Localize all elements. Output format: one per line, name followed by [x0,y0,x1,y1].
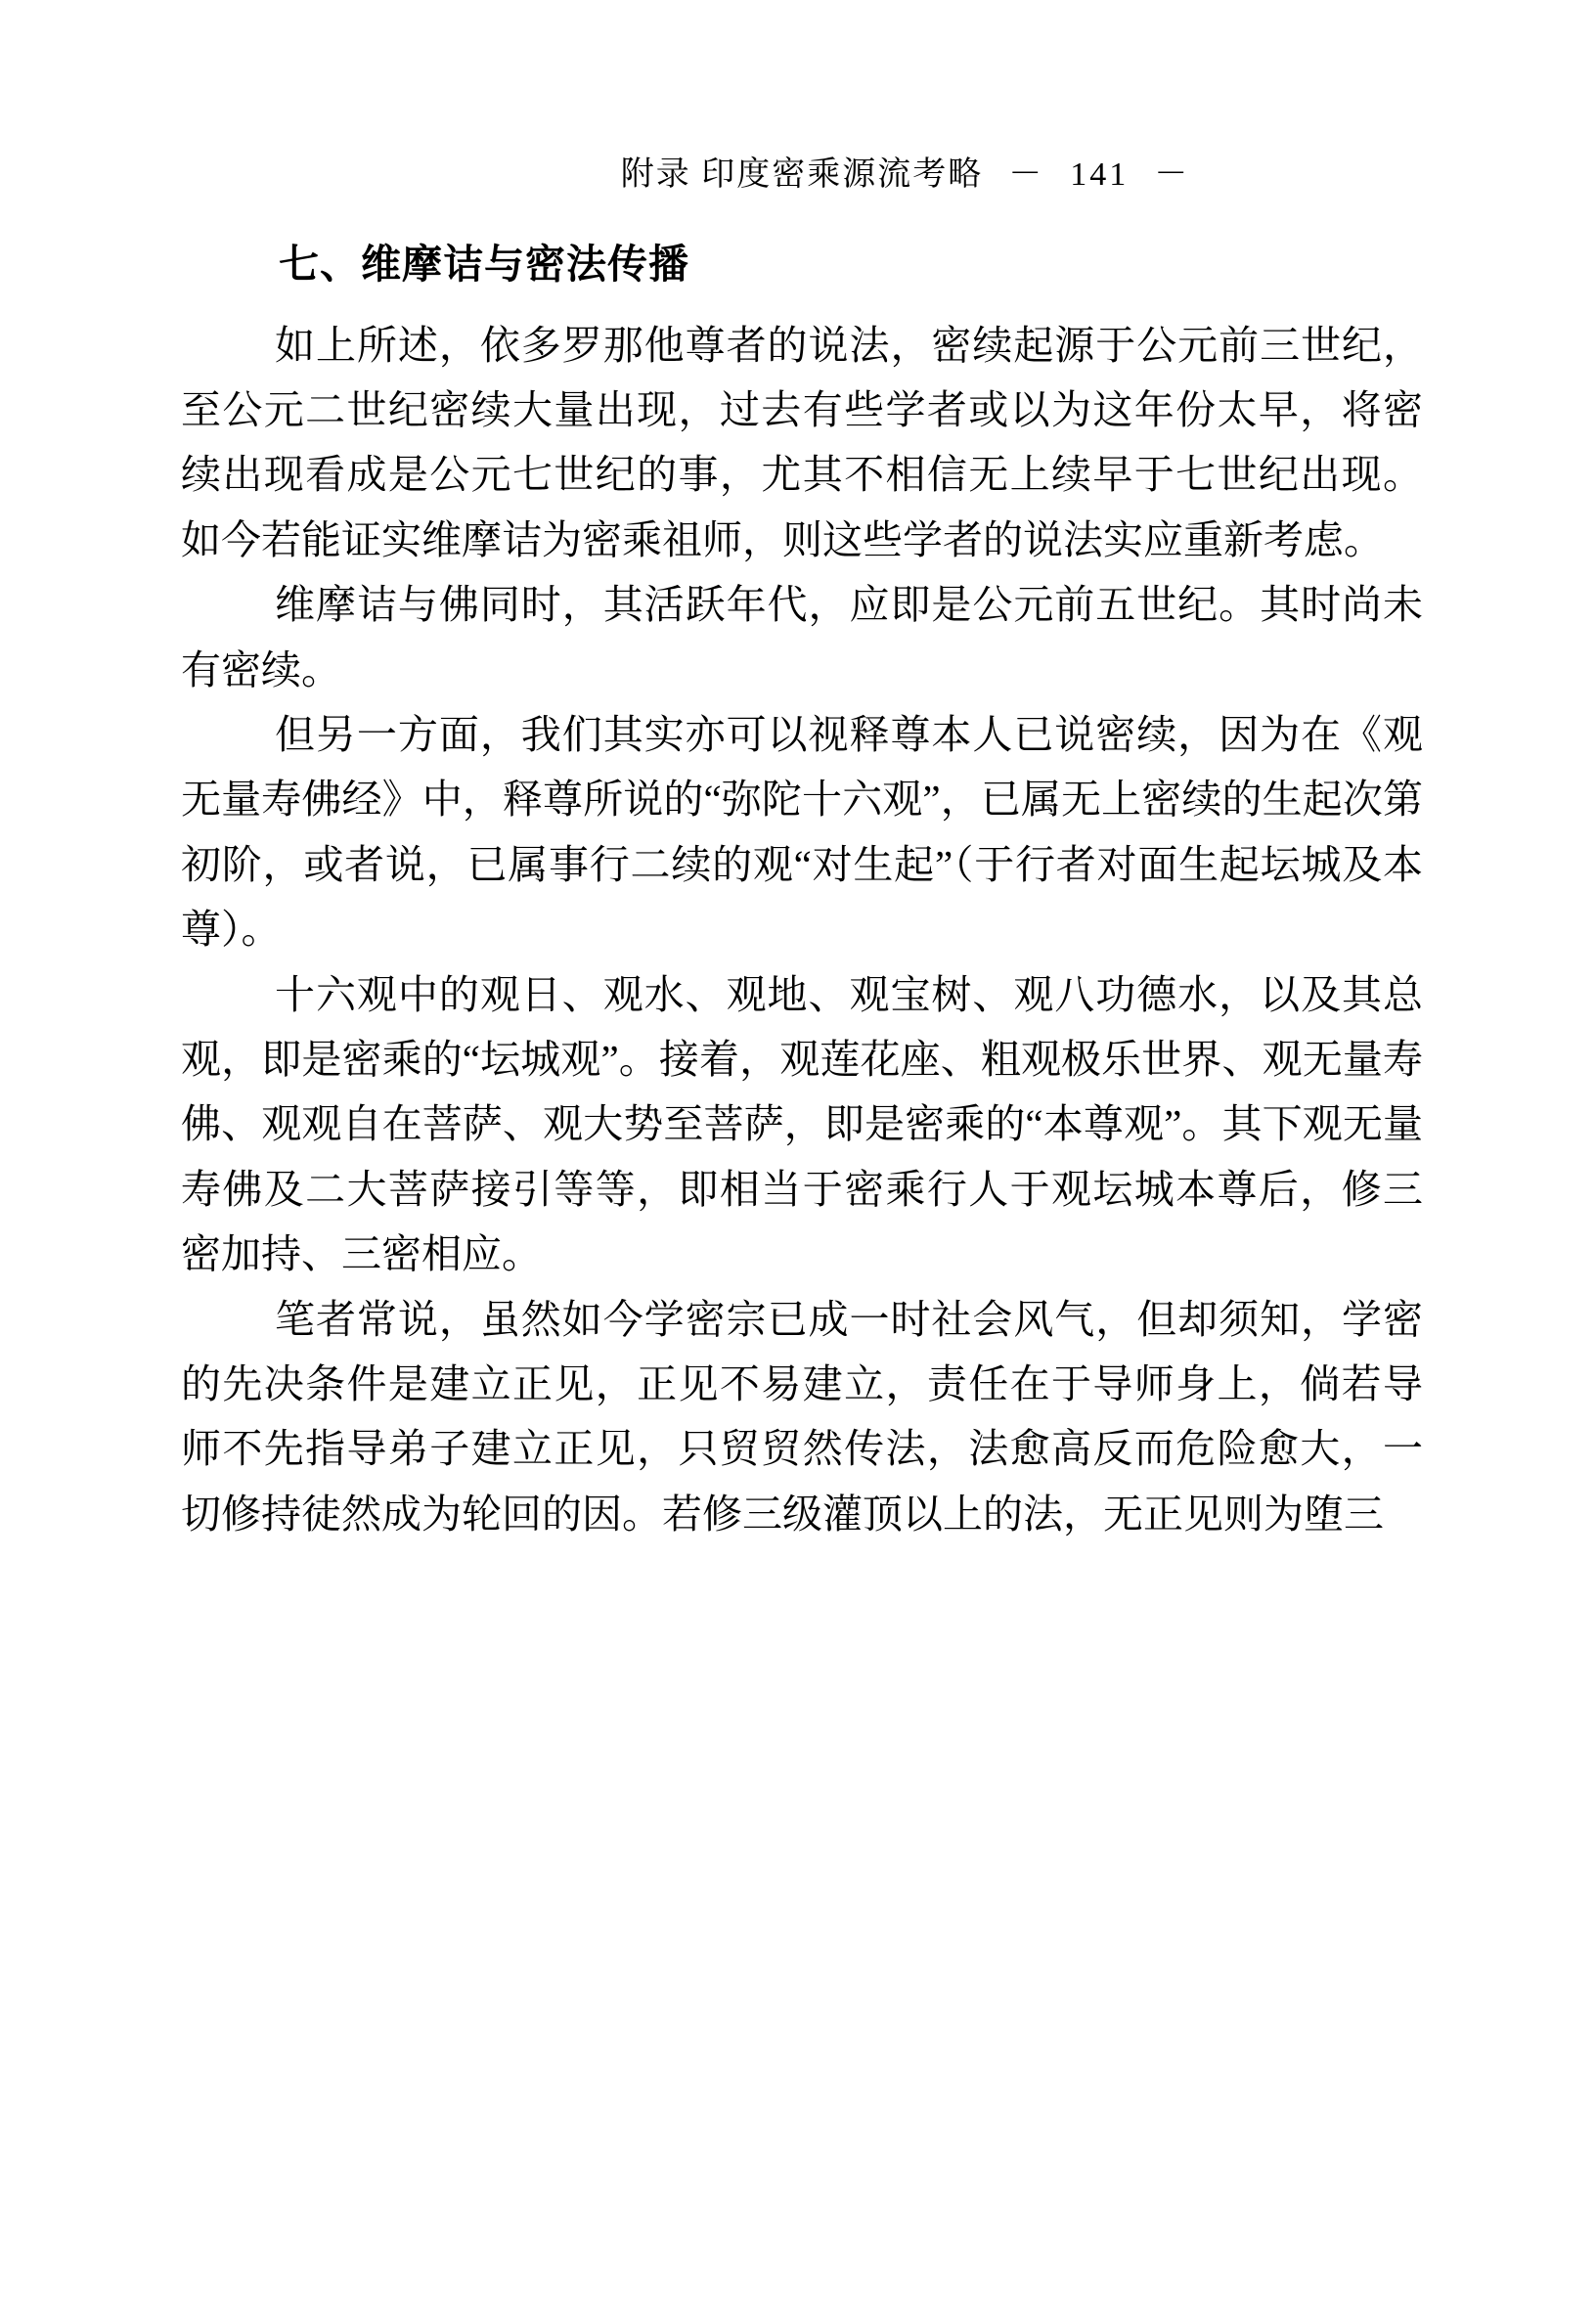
page-number-left-dash: － [1008,156,1045,193]
page-number: 141 [1070,156,1130,193]
body-paragraph-1: 如上所述，依多罗那他尊者的说法，密续起源于公元前三世纪，至公元二世纪密续大量出现，过去有些学者或以为这年份太早，将密续出现看成是公元七世纪的事，尤其不相信无上续早于七世纪出现。如今若能证实维摩诘为密乘祖师，则这些学者的说法实应重新考虑。 [181,322,1423,562]
body-paragraph-5: 笔者常说，虽然如今学密宗已成一时社会风气，但却须知，学密的先决条件是建立正见，正见不易建立，责任在于导师身上，倘若导师不先指导弟子建立正见，只贸贸然传法，法愈高反而危险愈大，一切修持徒然成为轮回的因。若修三级灌顶以上的法，无正见则为堕三 [181,1296,1423,1537]
page-header [0,147,1596,195]
page-body [181,235,1423,1546]
header-title: 附录 印度密乘源流考略 [620,156,984,193]
body-paragraph-4: 十六观中的观日、观水、观地、观宝树、观八功德水，以及其总观，即是密乘的“坛城观”。接着，观莲花座、粗观极乐世界、观无量寿佛、观观自在菩萨、观大势至菩萨，即是密乘的“本尊观”。其下观无量寿佛及二大菩萨接引等等，即相当于密乘行人于观坛城本尊后，修三密加持、三密相应。 [181,971,1423,1277]
page-header-inner [621,147,1191,195]
section-heading: 七、维摩诘与密法传播 [279,242,689,287]
page-number-right-dash: － [1154,156,1191,193]
body-paragraph-3: 但另一方面，我们其实亦可以视释尊本人已说密续，因为在《观无量寿佛经》中，释尊所说的“弥陀十六观”，已属无上密续的生起次第初阶，或者说，已属事行二续的观“对生起”（于行者对面生起坛城及本尊）。 [181,711,1423,953]
body-paragraph-2: 维摩诘与佛同时，其活跃年代，应即是公元前五世纪。其时尚未有密续。 [181,582,1423,692]
